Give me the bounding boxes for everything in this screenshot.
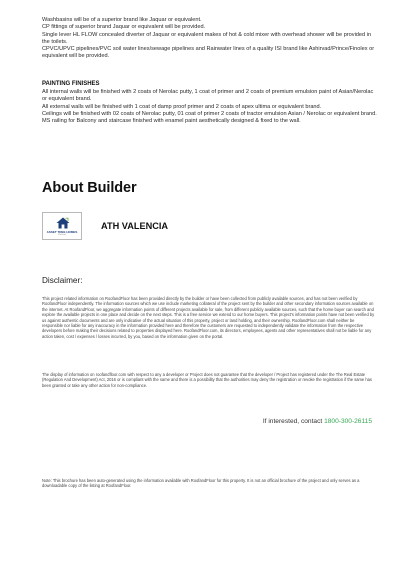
about-builder-heading: About Builder bbox=[42, 180, 137, 196]
disclaimer-heading: Disclaimer: bbox=[42, 276, 83, 285]
spec-line: Ceilings will be finished with 02 coats of Nerolac putty, 01 coat of primer 2 coats of tractor emulsion Asian / Nerolac or equivalent brand. bbox=[42, 110, 377, 117]
builder-name: ATH VALENCIA bbox=[101, 221, 169, 231]
painting-finishes-heading: PAINTING FINISHES bbox=[42, 81, 100, 87]
contact-label: If interested, contact bbox=[262, 418, 323, 425]
disclaimer-paragraph: This project related information on RoofandFloor has been provided directly by the builder or have been collected from publicly available sources, and has not been verified by RoofandFloor independently. The information sources which we use include marketing collateral of the project sent by the builder and other secondary information sources available on the internet. At RoofandFloor, we aggregate information points of different projects available for sale, from different publicly available sources, such that the home buyer can search and explore the available projects in one place and decide on the next steps. This is a free service we extend to our home buyers. This project's information points have not been verified by us against authentic documents and are only indicative of the actual situation of this property, project or land holding, and their ownership. RoofandFloor.com shall neither be responsible nor liable for any inaccuracy in the information provided here and therefore the customers are requested to independently validate the information from the respective developers before making their decisions related to properties displayed here. RoofandFloor.com, its directors, employees, agents and other representatives shall not be liable for any action taken, cost / expenses / losses incurred, by you, based on the information given on the portal. bbox=[42, 296, 375, 339]
disclaimer-paragraph: The display of information on roofandfloor.com with respect to any a developer or Project does not guarantee that the developer / Project has registered under the The Real Estate (Regulation And Development) Act, 2016 or is compliant with the same and there is a possibility that the authorities may deny the registration or revoke the registration if the same has been granted or take any other action for non-compliance. bbox=[42, 372, 372, 388]
plumbing-specifications bbox=[42, 17, 378, 61]
spec-line: Single lever HL FLOW concealed diverter of Jaquar or equivalent makes of hot & cold mixer with overhead shower will be provided in the toilets. bbox=[42, 31, 372, 45]
spec-line: CP fittings of superior brand Jaquar or equivalent will be provided. bbox=[42, 24, 206, 31]
builder-logo bbox=[42, 212, 82, 240]
brochure-note: Note: This brochure has been auto-generated using the information available with RoofandFloor for this property. It is not an official brochure of the project and only serves as a downloadable copy of the listing at RoofandFloor. bbox=[42, 478, 360, 489]
spec-line: MS railing for Balcony and staircase finished with enamel paint aesthetically designed & fixed to the wall. bbox=[42, 118, 301, 125]
spec-line: CPVC/UPVC pipelines/PVC soil water lines/sewage pipelines and Rainwater lines of a quality ISI brand like Ashirvad/Prince/Finolex or equivalent will be provided. bbox=[42, 46, 375, 60]
contact-phone-link[interactable]: 1800-300-26115 bbox=[324, 418, 372, 425]
logo-subtext: Pvt Ltd bbox=[58, 234, 66, 236]
spec-line: All external walls will be finished with 1 coat of damp proof primer and 2 coats of apex ultima or equivalent brand. bbox=[42, 103, 322, 110]
painting-specifications bbox=[42, 89, 378, 125]
contact-line bbox=[263, 418, 372, 425]
logo-text: ASSET TREE HOMES bbox=[46, 230, 78, 234]
spec-line: All internal walls will be finished with 2 coats of Nerolac putty, 1 coat of primer and 2 coats of premium emulsion paint of Asian/Nerolac or equivalent brand. bbox=[42, 89, 374, 103]
house-icon bbox=[56, 217, 70, 229]
spec-line: Washbasins will be of a superior brand like Jaquar or equivalent. bbox=[42, 17, 202, 23]
